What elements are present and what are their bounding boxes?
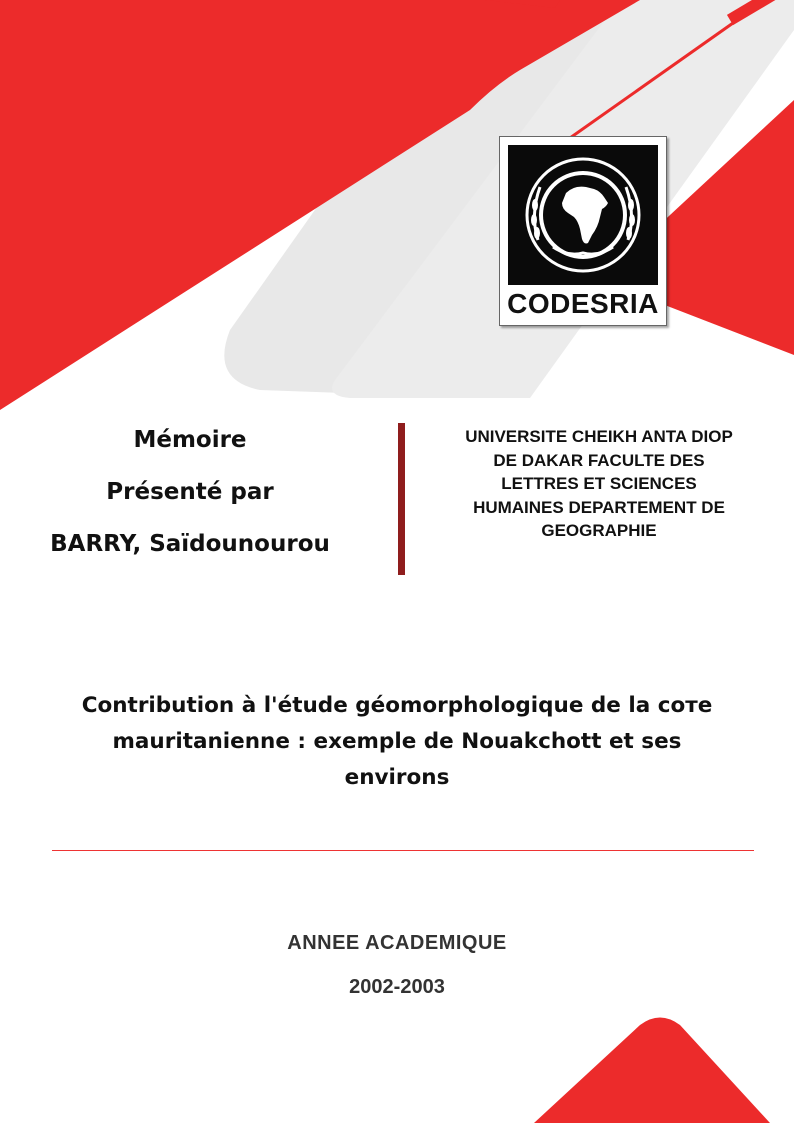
title-line: Contribution à l'étude géomorphologique de la coте [81, 693, 713, 718]
presented-by-label: Présenté par [106, 479, 274, 505]
africa-emblem-icon [508, 145, 658, 285]
author-block [10, 414, 370, 570]
university-line: HUMAINES DEPARTEMENT DE [473, 497, 725, 517]
title-line: environs [344, 765, 450, 790]
university-line: LETTRES ET SCIENCES [501, 474, 697, 493]
title-line: mauritanienne : exemple de Nouakchott et ses [112, 729, 682, 754]
document-type: Mémoire [133, 427, 247, 453]
horizontal-divider [52, 850, 754, 851]
university-line: GEOGRAPHIE [541, 521, 657, 540]
author-name: BARRY, Saïdounourou [50, 531, 330, 557]
university-line: DE DAKAR FACULTE DES [493, 450, 705, 470]
university-block [418, 425, 780, 543]
academic-year-label: ANNEE ACADEMIQUE [287, 932, 507, 954]
logo-text: CODESRIA [507, 288, 659, 319]
university-line: UNIVERSITE CHEIKH ANTA DIOP [465, 427, 733, 446]
thesis-title [40, 688, 754, 796]
academic-year-value: 2002-2003 [349, 976, 445, 998]
vertical-divider [398, 423, 405, 575]
red-triangle-bottom [534, 1018, 770, 1123]
codesria-logo [499, 136, 667, 326]
